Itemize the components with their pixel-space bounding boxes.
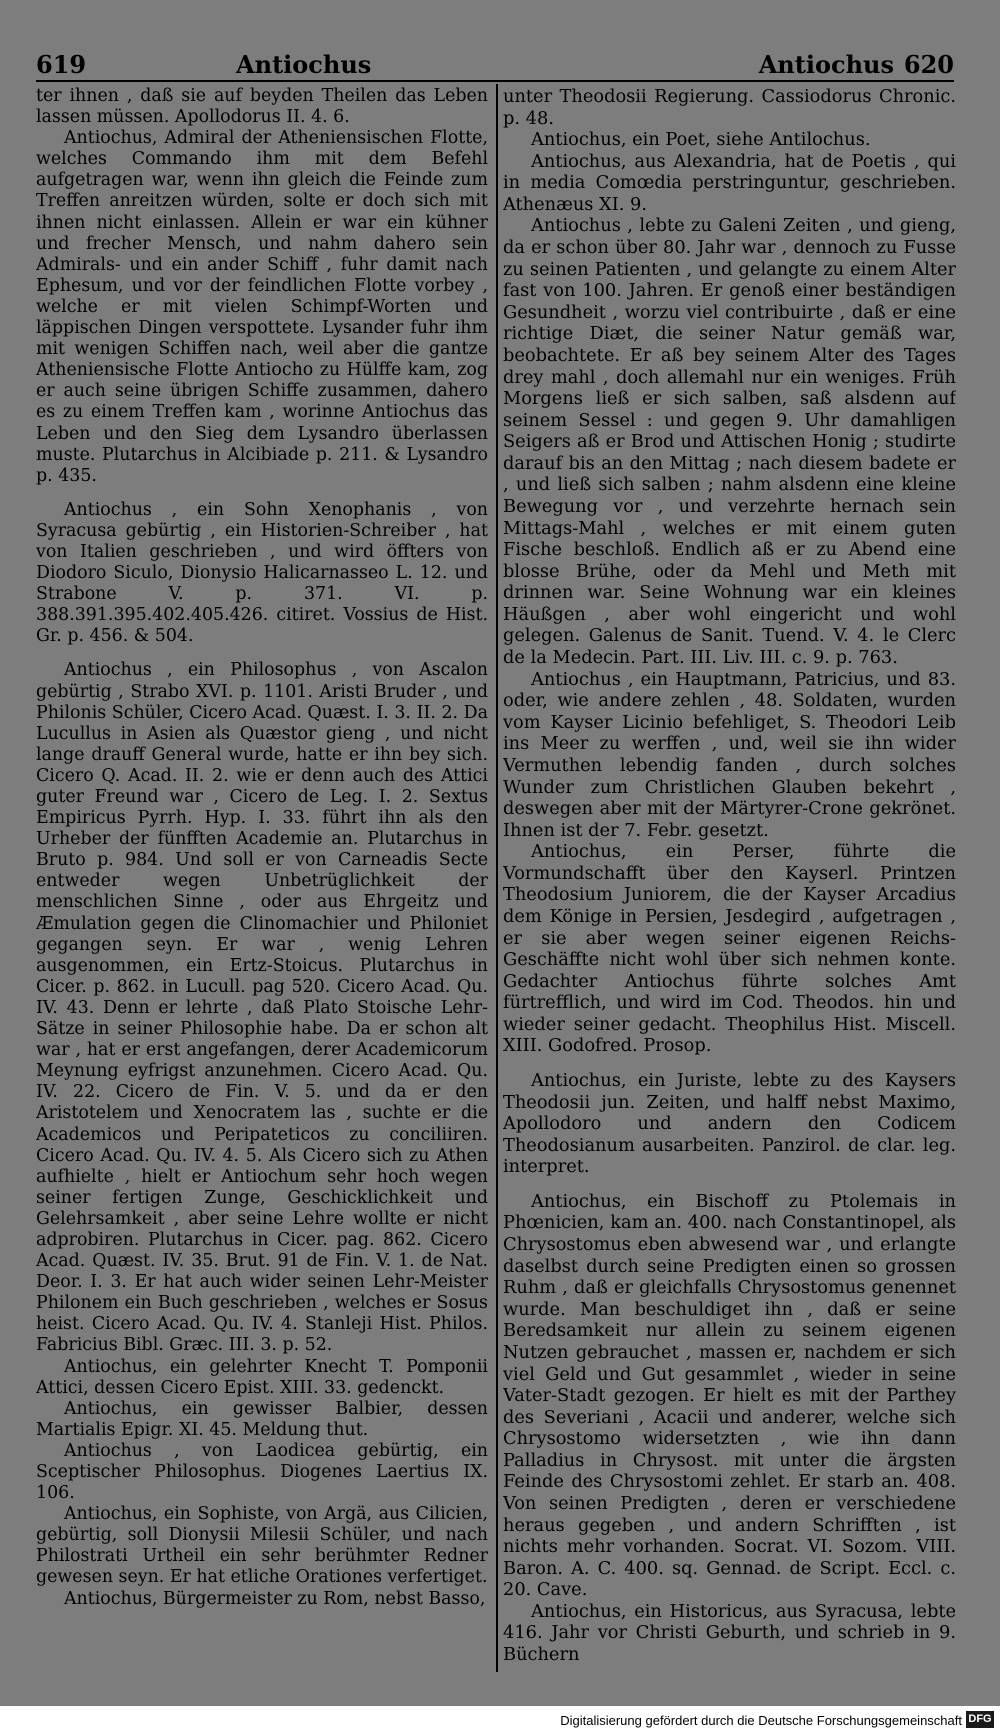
page-number-right: 620	[903, 50, 954, 79]
entry-paragraph: ter ihnen , daß sie auf beyden Theilen das Leben lassen müssen. Apollodorus II. 4. 6.	[36, 86, 488, 128]
running-title-right: Antiochus	[758, 50, 894, 79]
entry-paragraph: Antiochus, ein Sophiste, von Argä, aus Cilicien, gebürtig, soll Dionysii Milesii Schüler, und nach Philostrati Urtheil ein sehr berühmter Redner gewesen seyn. Er hat etliche Orationes verfertiget.	[36, 1504, 488, 1588]
entry-paragraph: Antiochus, aus Alexandria, hat de Poetis , qui in media Comœdia perstringuntur, geschrieben. Athenæus XI. 9.	[503, 150, 956, 215]
entry-paragraph: Antiochus , ein Philosophus , von Ascalon gebürtig , Strabo XVI. p. 1101. Aristi Bruder , und Philonis Schüler, Cicero Acad. Quæst. I. 3. II. 2. Da Lucullus in Asien als Quæstor gieng , und nicht lange drauff General wurde, hatte er ihn bey sich. Cicero Q. Acad. II. 2. wie er denn auch des Attici guter Freund war , Cicero de Leg. I. 2. Sextus Empiricus Pyrrh. Hyp. I. 33. führt ihn als den Urheber der fünfften Academie an. Plutarchus in Bruto p. 984. Und soll er von Carneadis Secte entweder wegen Unbetrüglichkeit der menschlichen Sinne , oder aus Ehrgeitz und Æmulation gegen die Clinomachier und Philoniet gegangen seyn. Er war , wenig Lehren ausgenommen, ein Ertz-Stoicus. Plutarchus in Cicer. p. 862. in Lucull. pag 520. Cicero Acad. Qu. IV. 43. Denn er lehrte , daß Plato Stoische Lehr-Sätze in seiner Philosophie habe. Da er schon alt war , hat er erst angefangen, derer Academicorum Meynung eyfrigst anzunehmen. Cicero Acad. Qu. IV. 22. Cicero de Fin. V. 5. und da er den Aristotelem und Xenocratem las , suchte er die Academicos und Peripateticos zu conciliiren. Cicero Acad. Qu. IV. 4. 5. Als Cicero sich zu Athen aufhielte , hielt er Antiochum sehr hoch wegen seiner fertigen Zunge, Geschicklichkeit und Gelehrsamkeit , aber seine Lehre wollte er nicht adprobiren. Plutarchus in Cicer. pag. 862. Cicero Acad. Quæst. IV. 35. Brut. 91 de Fin. V. 1. de Nat. Deor. I. 3. Er hat auch wider seinen Lehr-Meister Philonem ein Buch geschrieben , welches er Sosus heist. Cicero Acad. Qu. IV. 4. Stanleji Hist. Philos. Fabricius Bibl. Græc. III. 3. p. 52.	[36, 660, 488, 1356]
right-column	[503, 86, 956, 1676]
entry-paragraph: Antiochus, ein Bischoff zu Ptolemais in Phœnicien, kam an. 400. nach Constantinopel, als Chrysostomus eben abwesend war , und erlangte daselbst durch seine Predigten einen so grossen Ruhm , daß er gleichfalls Chrysostomus genennet wurde. Man beschuldiget ihn , daß er seine Beredsamkeit nur allein zu seinem eigenen Nutzen gebrauchet , massen er, nachdem er sich viel Geld und Gut gesammlet , wieder in seine Vater-Stadt gezogen. Er hielt es mit der Parthey des Severiani , Acacii und anderer, welche sich Chrysostomo widersetzten , wie ihn dann Palladius in Chrysost. mit unter die ärgsten Feinde des Chrysostomi zehlet. Er starb an. 408. Von seinen Predigten , deren er verschiedene heraus gegeben , und andern Schrifften , ist nichts mehr vorhanden. Socrat. VI. Sozom. VIII. Baron. A. C. 400. sq. Gennad. de Script. Eccl. c. 20. Cave.	[503, 1190, 956, 1601]
page-header	[36, 50, 954, 84]
footer-text: Digitalisierung gefördert durch die Deutsche Forschungsgemeinschaft	[560, 1713, 962, 1728]
entry-paragraph: unter Theodosii Regierung. Cassiodorus Chronic. p. 48.	[503, 86, 956, 129]
entry-paragraph: Antiochus , von Laodicea gebürtig, ein Sceptischer Philosophus. Diogenes Laertius IX. 106.	[36, 1440, 488, 1504]
entry-paragraph: Antiochus, Bürgermeister zu Rom, nebst Basso,	[64, 1588, 486, 1609]
entry-paragraph: Antiochus, Admiral der Atheniensischen Flotte, welches Commando ihm mit dem Befehl aufgetragen war, wenn ihn gleich die Feinde zum Treffen anreitzen würden, solte er doch sich mit ihnen nicht einlassen. Allein er war ein kühner und frecher Mensch, und nahm dahero sein Admirals- und ein ander Schiff , fuhr damit nach Ephesum, und vor der feindlichen Flotte vorbey , welche er mit vielen Schimpf-Worten und läppischen Dingen verspottete. Lysander fuhr ihm mit wenigen Schiffen nach, weil aber die gantze Atheniensische Flotte Antiocho zu Hülffe kam, zog er auch seine übrigen Schiffe zusammen, dahero es zu einem Treffen kam , worinne Antiochus das Leben und den Sieg dem Lysandro überlassen muste. Plutarchus in Alcibiade p. 211. & Lysandro p. 435.	[36, 128, 488, 486]
funding-footer	[0, 1706, 1000, 1734]
entry-paragraph: Antiochus, ein gewisser Balbier, dessen Martialis Epigr. XI. 45. Meldung thut.	[36, 1398, 488, 1440]
column-divider	[496, 84, 498, 1672]
entry-paragraph: Antiochus , ein Sohn Xenophanis , von Syracusa gebürtig , ein Historien-Schreiber , hat von Italien geschrieben , und wird öffters von Diodoro Siculo, Dionysio Halicarnasseo L. 12. und Strabone V. p. 371. VI. p. 388.391.395.402.405.426. citiret. Vossius de Hist. Gr. p. 456. & 504.	[36, 499, 488, 647]
entry-paragraph: Antiochus, ein Historicus, aus Syracusa, lebte 416. Jahr vor Christi Geburth, und schrieb in 9. Büchern	[503, 1600, 956, 1666]
entry-paragraph: Antiochus, ein Juriste, lebte zu des Kaysers Theodosii jun. Zeiten, und halff nebst Maximo, Apollodoro und andern den Codicem Theodosianum ausarbeiten. Panzirol. de clar. leg. interpret.	[503, 1070, 956, 1178]
header-rule	[36, 80, 954, 82]
entry-paragraph: Antiochus , lebte zu Galeni Zeiten , und gieng, da er schon über 80. Jahr war , dennoch zu Fusse zu seinen Patienten , und gelangte zu einem Alter fast von 100. Jahren. Er genoß einer beständigen Gesundheit , worzu viel contribuirte , daß er eine richtige Diæt, die seiner Natur gemäß war, beobachtete. Er aß bey seinem Alter des Tages drey mahl , doch allemahl nur ein weniges. Früh Morgens ließ er sich salben, saß alsdenn auf seinem Sessel : und gegen 9. Uhr damahligen Seigers aß er Brod und Attischen Honig ; studirte darauf bis an den Mittag ; nach diesem badete er , und ließ sich salben ; nahm alsdenn eine kleine Bewegung vor , und verzehrte hernach sein Mittags-Mahl , welches er mit einem guten Fische beschloß. Endlich aß er zu Abend eine blosse Brühe, oder da Mehl und Meth mit drinnen war. Seine Wohnung war ein kleines Häußgen , aber wohl eingericht und wohl gelegen. Galenus de Sanit. Tuend. V. 4. le Clerc de la Medecin. Part. III. Liv. III. c. 9. p. 763.	[503, 215, 956, 669]
running-title-left: Antiochus	[236, 50, 372, 79]
dfg-logo: DFG	[966, 1711, 994, 1728]
entry-paragraph: Antiochus, ein Poet, siehe Antilochus.	[531, 129, 871, 151]
left-column	[36, 86, 488, 1676]
entry-paragraph: Antiochus , ein Hauptmann, Patricius, und 83. oder, wie andere zehlen , 48. Soldaten, wurden vom Kayser Licinio befehliget, S. Theodori Leib ins Meer zu werffen , und, weil sie ihn wider Vermuthen lebendig fanden , durch solches Wunder zum Christlichen Glauben bekehrt , deswegen aber mit der Märtyrer-Crone gekrönet. Ihnen ist der 7. Febr. gesetzt.	[503, 668, 956, 841]
entry-paragraph: Antiochus, ein Perser, führte die Vormundschafft über den Kayserl. Printzen Theodosium Juniorem, die der Kayser Arcadius dem Könige in Persien, Jesdegird , aufgetragen , er sie aber wegen seiner eigenen Reichs-Geschäffte nicht wohl über sich nehmen konte. Gedachter Antiochus führte solches Amt fürtrefflich, und wird im Cod. Theodos. hin und wieder seiner gedacht. Theophilus Hist. Miscell. XIII. Godofred. Prosop.	[503, 841, 956, 1057]
entry-paragraph: Antiochus, ein gelehrter Knecht T. Pomponii Attici, dessen Cicero Epist. XIII. 33. gedenckt.	[36, 1356, 488, 1398]
page-number-left: 619	[36, 50, 87, 79]
